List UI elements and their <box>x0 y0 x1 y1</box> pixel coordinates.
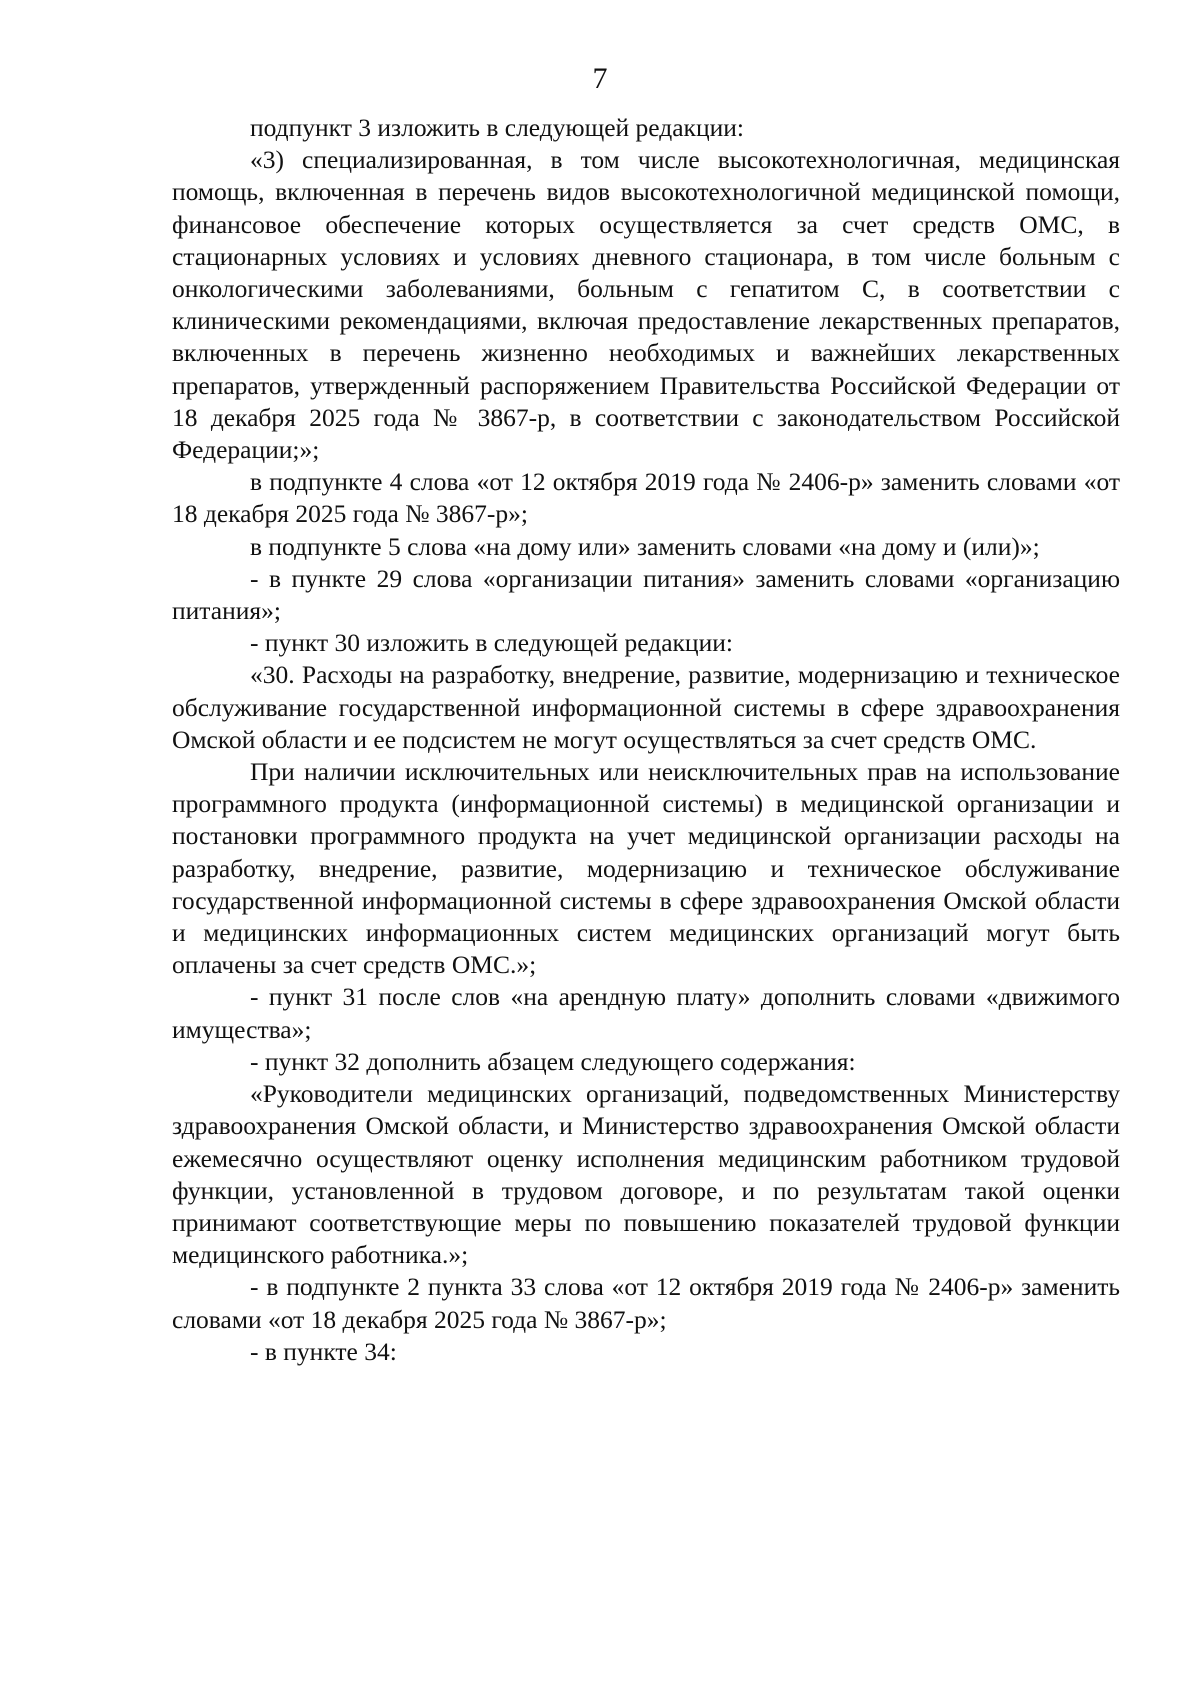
paragraph: - пункт 32 дополнить абзацем следующего содержания: <box>250 1046 856 1076</box>
paragraph: «Руководители медицинских организаций, подведомственных Министерству здравоохранения Омской области, и Министерство здравоохранения Омской области ежемесячно осуществляют оценку исполнения медицинским работником трудовой функции, установленной в трудовом договоре, и по результатам такой оценки принимают соответствующие меры по повышению показателей трудовой функции медицинского работника.»; <box>172 1079 1120 1270</box>
paragraph: - пункт 31 после слов «на арендную плату» дополнить словами «движимого имущества»; <box>172 982 1120 1044</box>
page-number: 7 <box>592 62 608 95</box>
paragraph: - в пункте 34: <box>250 1336 397 1366</box>
paragraph: - пункт 30 изложить в следующей редакции: <box>250 628 733 658</box>
paragraph: - в подпункте 2 пункта 33 слова «от 12 октября 2019 года № 2406-р» заменить словами «от 18 декабря 2025 года № 3867-р»; <box>172 1272 1120 1334</box>
document-body <box>172 112 1120 1368</box>
paragraph: «30. Расходы на разработку, внедрение, развитие, модернизацию и техническое обслуживание государственной информационной системы в сфере здравоохранения Омской области и ее подсистем не могут осуществляться за счет средств ОМС. <box>172 660 1120 754</box>
paragraph: «3) специализированная, в том числе высокотехнологичная, медицинская помощь, включенная в перечень видов высокотехнологичной медицинской помощи, финансовое обеспечение которых осуществляется за счет средств ОМС, в стационарных условиях и условиях дневного стационара, в том числе больным с онкологическими заболеваниями, больным с гепатитом С, в соответствии с клиническими рекомендациями, включая предоставление лекарственных препаратов, включенных в перечень жизненно необходимых и важнейших лекарственных препаратов, утвержденный распоряжением Правительства Российской Федерации от 18 декабря 2025 года № 3867-р, в соответствии с законодательством Российской Федерации;»; <box>172 145 1120 465</box>
paragraph: в подпункте 5 слова «на дому или» заменить словами «на дому и (или)»; <box>250 531 1040 561</box>
paragraph: - в пункте 29 слова «организации питания» заменить словами «организацию питания»; <box>172 563 1120 626</box>
paragraph: в подпункте 4 слова «от 12 октября 2019 года № 2406-р» заменить словами «от 18 декабря 2025 года № 3867-р»; <box>172 467 1120 529</box>
paragraph: При наличии исключительных или неисключительных прав на использование программного продукта (информационной системы) в медицинской организации и постановки программного продукта на учет медицинской организации расходы на разработку, внедрение, развитие, модернизацию и техническое обслуживание государственной информационной системы в сфере здравоохранения Омской области и медицинских информационных систем медицинских организаций могут быть оплачены за счет средств ОМС.»; <box>172 757 1120 980</box>
paragraph: подпункт 3 изложить в следующей редакции: <box>250 113 744 142</box>
